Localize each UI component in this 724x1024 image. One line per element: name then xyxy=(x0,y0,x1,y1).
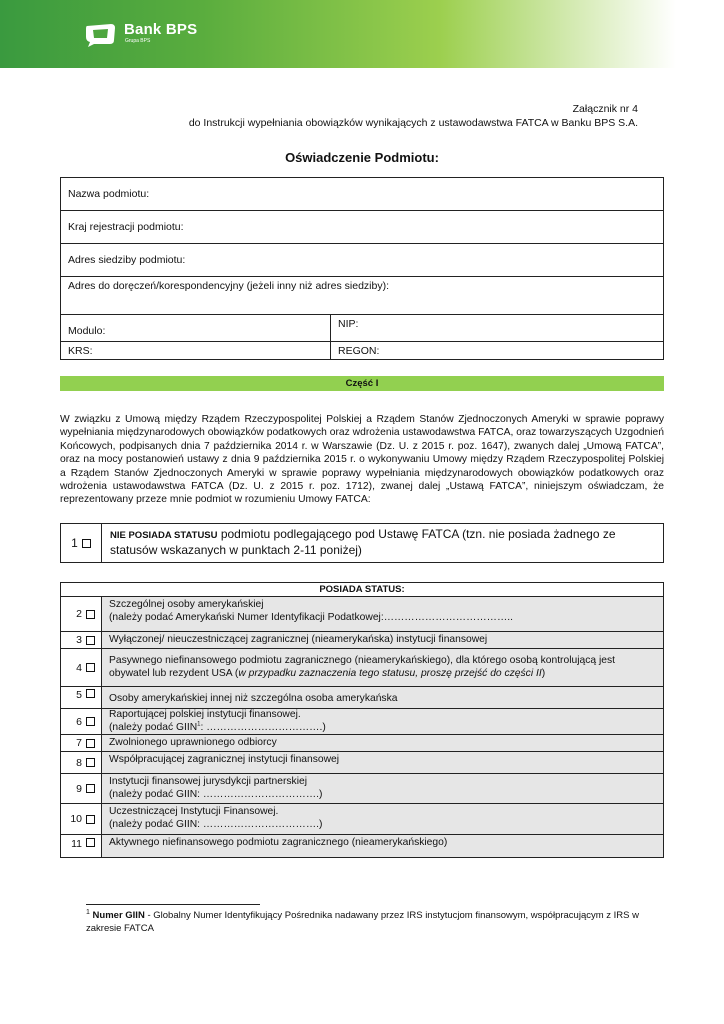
nip-label: NIP: xyxy=(338,318,359,330)
status-4-line-1: Pasywnego niefinansowego podmiotu zagranicznego (nieamerykańskiego), dla którego osobą kontrolującą jest xyxy=(109,654,615,666)
entity-form xyxy=(60,177,664,360)
status-row-11: 11 Aktywnego niefinansowego podmiotu zagranicznego (nieamerykańskiego) xyxy=(61,835,663,857)
status-row-3: 3 Wyłączonej/ nieuczestniczącej zagranicznej (nieamerykańska) instytucji finansowej xyxy=(61,632,663,649)
krs-field[interactable] xyxy=(61,342,331,359)
correspondence-address-field[interactable] xyxy=(61,277,663,315)
krs-regon-row xyxy=(61,342,663,359)
no-status-option xyxy=(60,523,664,563)
bank-logo xyxy=(84,22,197,48)
footnote-term: Numer GIIN xyxy=(92,910,145,921)
status-2-line-1: Szczególnej osoby amerykańskiej xyxy=(109,599,264,610)
checkbox-option-7[interactable] xyxy=(86,739,95,748)
modulo-field[interactable] xyxy=(61,315,331,341)
status-7-text: Zwolnionego uprawnionego odbiorcy xyxy=(109,736,277,748)
krs-label: KRS: xyxy=(68,344,93,357)
has-status-heading: POSIADA STATUS: xyxy=(61,583,663,597)
checkbox-option-8[interactable] xyxy=(86,758,95,767)
checkbox-option-2[interactable] xyxy=(86,610,95,619)
registered-address-label: Adres siedziby podmiotu: xyxy=(68,254,186,266)
status-8-text: Współpracującej zagranicznej instytucji finansowej xyxy=(109,754,340,765)
checkbox-option-9[interactable] xyxy=(86,784,95,793)
part-1-header: Część I xyxy=(60,376,664,391)
status-4-line-2: obywatel lub rezydent USA (w przypadku zaznaczenia tego statusu, proszę przejść do części II) xyxy=(109,667,546,679)
status-11-text: Aktywnego niefinansowego podmiotu zagranicznego (nieamerykańskiego) xyxy=(109,837,448,848)
registration-country-field[interactable] xyxy=(61,211,663,244)
status-row-6: 6 Raportującej polskiej instytucji finansowej. (należy podać GIIN$^1$: …………………………….) xyxy=(61,709,663,735)
checkbox-option-3[interactable] xyxy=(86,636,95,645)
regon-field[interactable] xyxy=(331,342,386,359)
annex-note xyxy=(189,102,638,130)
footnote xyxy=(86,910,646,935)
checkbox-option-6[interactable] xyxy=(86,717,95,726)
brand-subtitle: Grupa BPS xyxy=(125,38,151,44)
status-3-text: Wyłączonej/ nieuczestniczącej zagranicznej (nieamerykańska) instytucji finansowej xyxy=(109,633,488,645)
status-10-line-2: (należy podać GIIN: …………………………….) xyxy=(109,819,323,830)
regon-label: REGON: xyxy=(338,344,380,357)
checkbox-option-1[interactable] xyxy=(82,539,91,548)
status-row-7: 7 Zwolnionego uprawnionego odbiorcy xyxy=(61,735,663,752)
status-10-line-1: Uczestniczącej Instytucji Finansowej. xyxy=(109,806,279,818)
status-row-5: 5 Osoby amerykańskiej innej niż szczególna osoba amerykańska xyxy=(61,687,663,709)
modulo-nip-row xyxy=(61,315,663,342)
footnote-mark: 1 xyxy=(86,908,90,916)
page-title: Oświadczenie Podmiotu: xyxy=(285,150,439,165)
checkbox-option-11[interactable] xyxy=(86,838,95,847)
brand-name: Bank BPS xyxy=(124,21,198,38)
entity-name-field[interactable] xyxy=(61,178,663,211)
status-2-line-2: (należy podać Amerykański Numer Identyfikacji Podatkowej:……………………………….. xyxy=(109,611,513,623)
entity-name-label: Nazwa podmiotu: xyxy=(68,188,150,200)
annex-line-1: Załącznik nr 4 xyxy=(572,103,638,115)
footnote-ref: 1 xyxy=(197,721,201,728)
status-row-2: 2 Szczególnej osoby amerykańskiej (należy podać Amerykański Numer Identyfikacji Podatkowej:……………………………….. xyxy=(61,597,663,632)
checkbox-option-10[interactable] xyxy=(86,815,95,824)
logo-mark-icon xyxy=(84,22,118,48)
status-9-line-1: Instytucji finansowej jurysdykcji partnerskiej xyxy=(109,775,308,787)
modulo-label: Modulo: xyxy=(68,325,106,337)
footnote-separator xyxy=(86,904,260,905)
registered-address-field[interactable] xyxy=(61,244,663,277)
checkbox-option-5[interactable] xyxy=(86,689,95,698)
status-row-10: 10 Uczestniczącej Instytucji Finansowej. (należy podać GIIN: …………………………….) xyxy=(61,804,663,835)
no-status-lead: NIE POSIADA STATUSU xyxy=(110,530,218,541)
annex-line-2: do Instrukcji wypełniania obowiązków wynikających z ustawodawstwa FATCA w Banku BPS S.A. xyxy=(188,117,638,129)
status-5-text: Osoby amerykańskiej innej niż szczególna osoba amerykańska xyxy=(109,693,398,705)
declaration-paragraph: W związku z Umową między Rządem Rzeczypospolitej Polskiej a Rządem Stanów Zjednoczonych Ameryki w sprawie poprawy wypełniania międzynarodowych obowiązków podatkowych oraz wdrożenia ustawodawstwa FATCA, oraz towarzyszących Uzgodnień Końcowych, podpisanych dnia 7 października 2014 r. w Warszawie (Dz. U. z 2015 r. poz. 1647), zwanych dalej „Umową FATCA”, oraz na mocy postanowień ustawy z dnia 9 października 2015 r. o wykonywaniu Umowy między Rządem Rzeczypospolitej Polskiej a Rządem Stanów Zjednoczonych Ameryki w sprawie poprawy wypełniania międzynarodowych obowiązków podatkowych oraz wdrożenia ustawodawstwa FATCA (Dz. U. z 2015 r. poz. 1712), zwanej dalej „Ustawą FATCA”, niniejszym oświadczam, że reprezentowany przeze mnie podmiot w rozumieniu Umowy FATCA: xyxy=(60,414,664,506)
status-9-line-2: (należy podać GIIN: …………………………….) xyxy=(109,788,323,800)
status-row-9: 9 Instytucji finansowej jurysdykcji partnerskiej (należy podać GIIN: …………………………….) xyxy=(61,774,663,804)
status-6-line-1: Raportującej polskiej instytucji finansowej. xyxy=(109,708,301,720)
status-row-8: 8 Współpracującej zagranicznej instytucji finansowej xyxy=(61,752,663,774)
registration-country-label: Kraj rejestracji podmiotu: xyxy=(68,221,184,233)
status-4-instruction: w przypadku zaznaczenia tego statusu, proszę przejść do części II xyxy=(238,667,542,679)
status-row-4: 4 Pasywnego niefinansowego podmiotu zagranicznego (nieamerykańskiego), dla którego osobą kontrolującą jest obywatel lub rezydent USA (w przypadku zaznaczenia tego statusu, proszę przejść do części II) xyxy=(61,649,663,687)
footnote-text: - Globalny Numer Identyfikujący Pośrednika nadawany przez IRS instytucjom finansowym, współpracującym z IRS w zakresie FATCA xyxy=(86,910,640,934)
no-status-text xyxy=(102,524,663,562)
nip-field[interactable] xyxy=(331,315,365,341)
checkbox-option-4[interactable] xyxy=(86,663,95,672)
has-status-table xyxy=(60,582,664,858)
header-banner xyxy=(0,0,676,68)
status-6-line-2: (należy podać GIIN$^1$: …………………………….) xyxy=(109,721,326,733)
option-1-number: 1 xyxy=(61,524,102,562)
correspondence-address-label: Adres do doręczeń/korespondencyjny (jeżeli inny niż adres siedziby): xyxy=(68,280,389,292)
no-status-description: podmiotu podlegającego pod Ustawę FATCA (tzn. nie posiada żadnego ze statusów wskazanych w punktach 2-11 poniżej) xyxy=(110,527,616,557)
